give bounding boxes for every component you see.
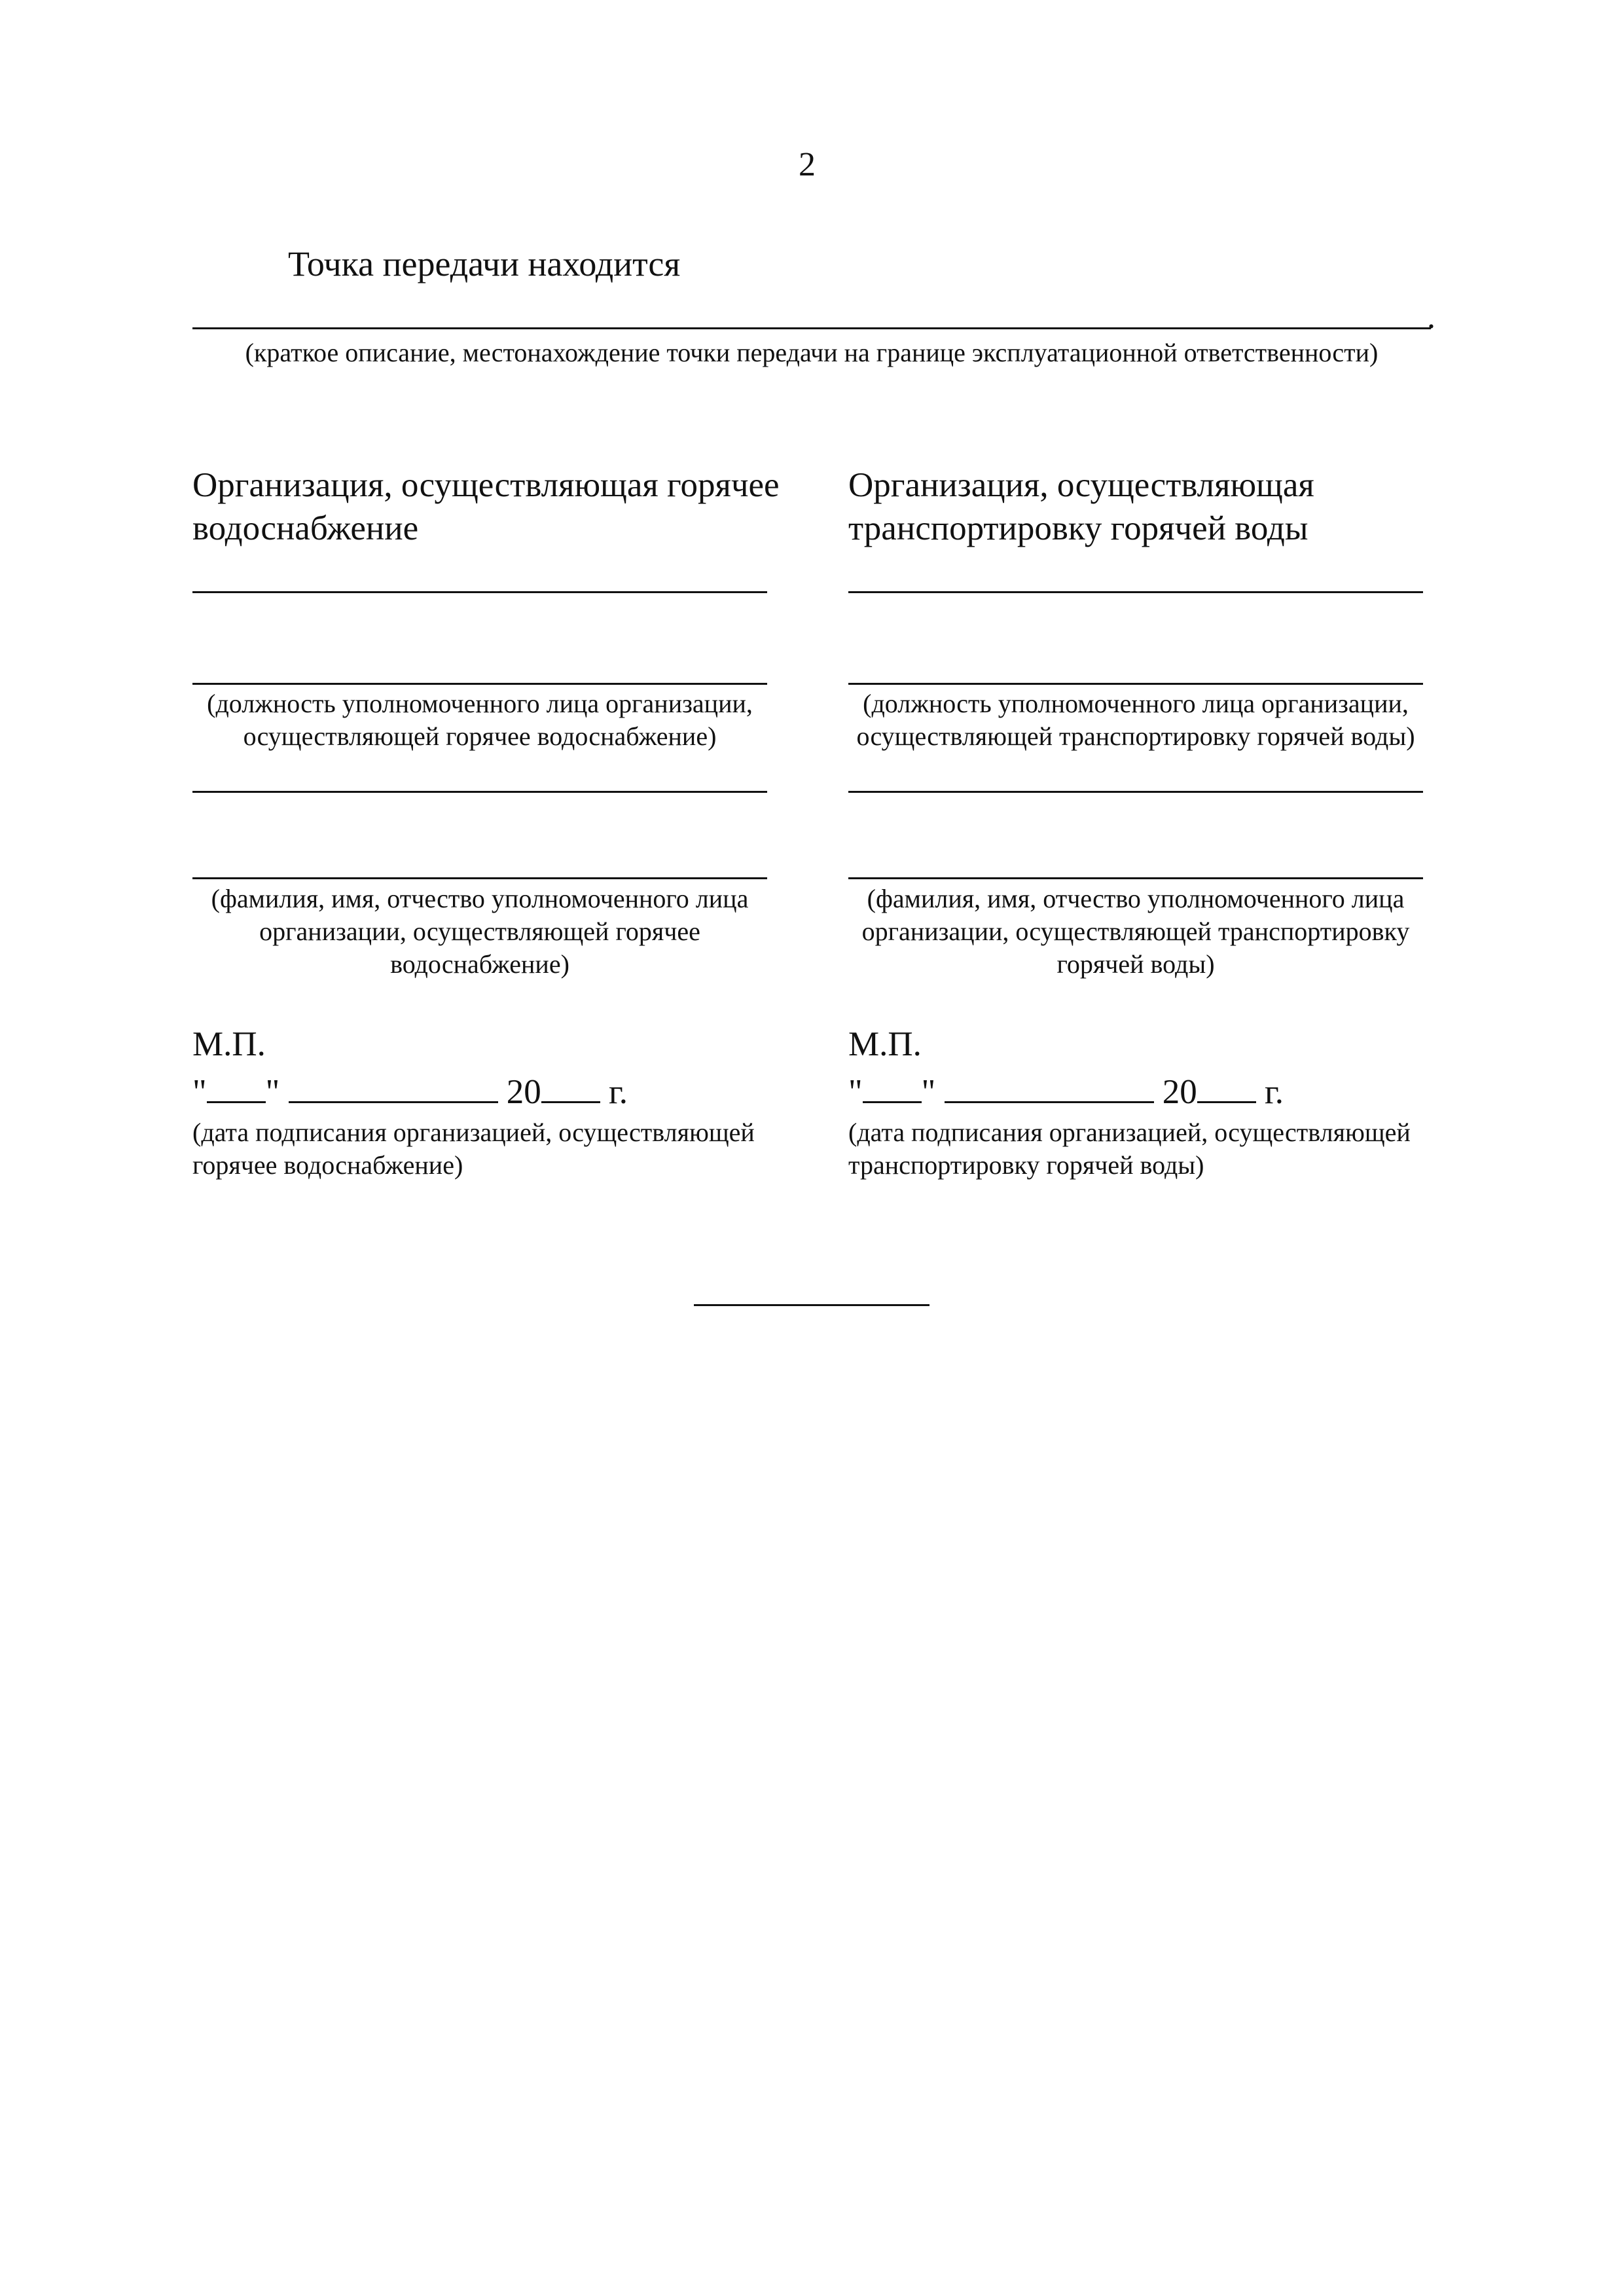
right-signature-line	[848, 791, 1423, 793]
left-year-suffix: г.	[609, 1073, 628, 1111]
transfer-point-label: Точка передачи находится	[288, 244, 681, 283]
left-date-line	[192, 1068, 628, 1112]
transfer-point-end-mark: .	[1427, 299, 1435, 336]
left-month-blank	[289, 1068, 498, 1103]
right-quote-open: "	[848, 1073, 863, 1111]
right-quote-close: "	[921, 1073, 936, 1111]
page-number: 2	[799, 146, 816, 183]
left-position-caption: (должность уполномоченного лица организации, осуществляющей горячее водоснабжение)	[207, 689, 753, 751]
right-party-name-line	[848, 591, 1423, 593]
left-party-column	[192, 0, 782, 2296]
left-year-blank	[541, 1068, 600, 1103]
right-date-line	[848, 1068, 1284, 1112]
right-name-line	[848, 877, 1423, 879]
right-year-blank	[1197, 1068, 1256, 1103]
transfer-point-caption: (краткое описание, местонахождение точки передачи на границе эксплуатационной ответственности)	[245, 338, 1379, 367]
left-position-line	[192, 683, 767, 685]
left-year-prefix: 20	[506, 1073, 541, 1111]
right-party-column	[848, 0, 1437, 2296]
left-date-caption: (дата подписания организацией, осуществляющей горячее водоснабжение)	[192, 1118, 755, 1180]
right-year-suffix: г.	[1265, 1073, 1284, 1111]
right-party-title: Организация, осуществляющая транспортировку горячей воды	[848, 466, 1314, 547]
right-month-blank	[945, 1068, 1154, 1103]
left-signature-line	[192, 791, 767, 793]
left-name-line	[192, 877, 767, 879]
right-date-caption: (дата подписания организацией, осуществляющей транспортировку горячей воды)	[848, 1118, 1411, 1180]
document-end-rule	[694, 1304, 929, 1306]
right-name-caption: (фамилия, имя, отчество уполномоченного лица организации, осуществляющей транспортировку горячей воды)	[861, 884, 1410, 979]
left-party-name-line	[192, 591, 767, 593]
right-stamp-label: М.П.	[848, 1025, 922, 1063]
right-position-caption: (должность уполномоченного лица организации, осуществляющей транспортировку горячей воды)	[856, 689, 1415, 751]
left-party-title: Организация, осуществляющая горячее водоснабжение	[192, 466, 780, 547]
right-position-line	[848, 683, 1423, 685]
left-stamp-label: М.П.	[192, 1025, 266, 1063]
left-quote-close: "	[265, 1073, 280, 1111]
left-day-blank	[207, 1068, 266, 1103]
left-quote-open: "	[192, 1073, 207, 1111]
right-year-prefix: 20	[1162, 1073, 1197, 1111]
right-day-blank	[863, 1068, 922, 1103]
left-name-caption: (фамилия, имя, отчество уполномоченного лица организации, осуществляющей горячее водоснабжение)	[211, 884, 749, 979]
